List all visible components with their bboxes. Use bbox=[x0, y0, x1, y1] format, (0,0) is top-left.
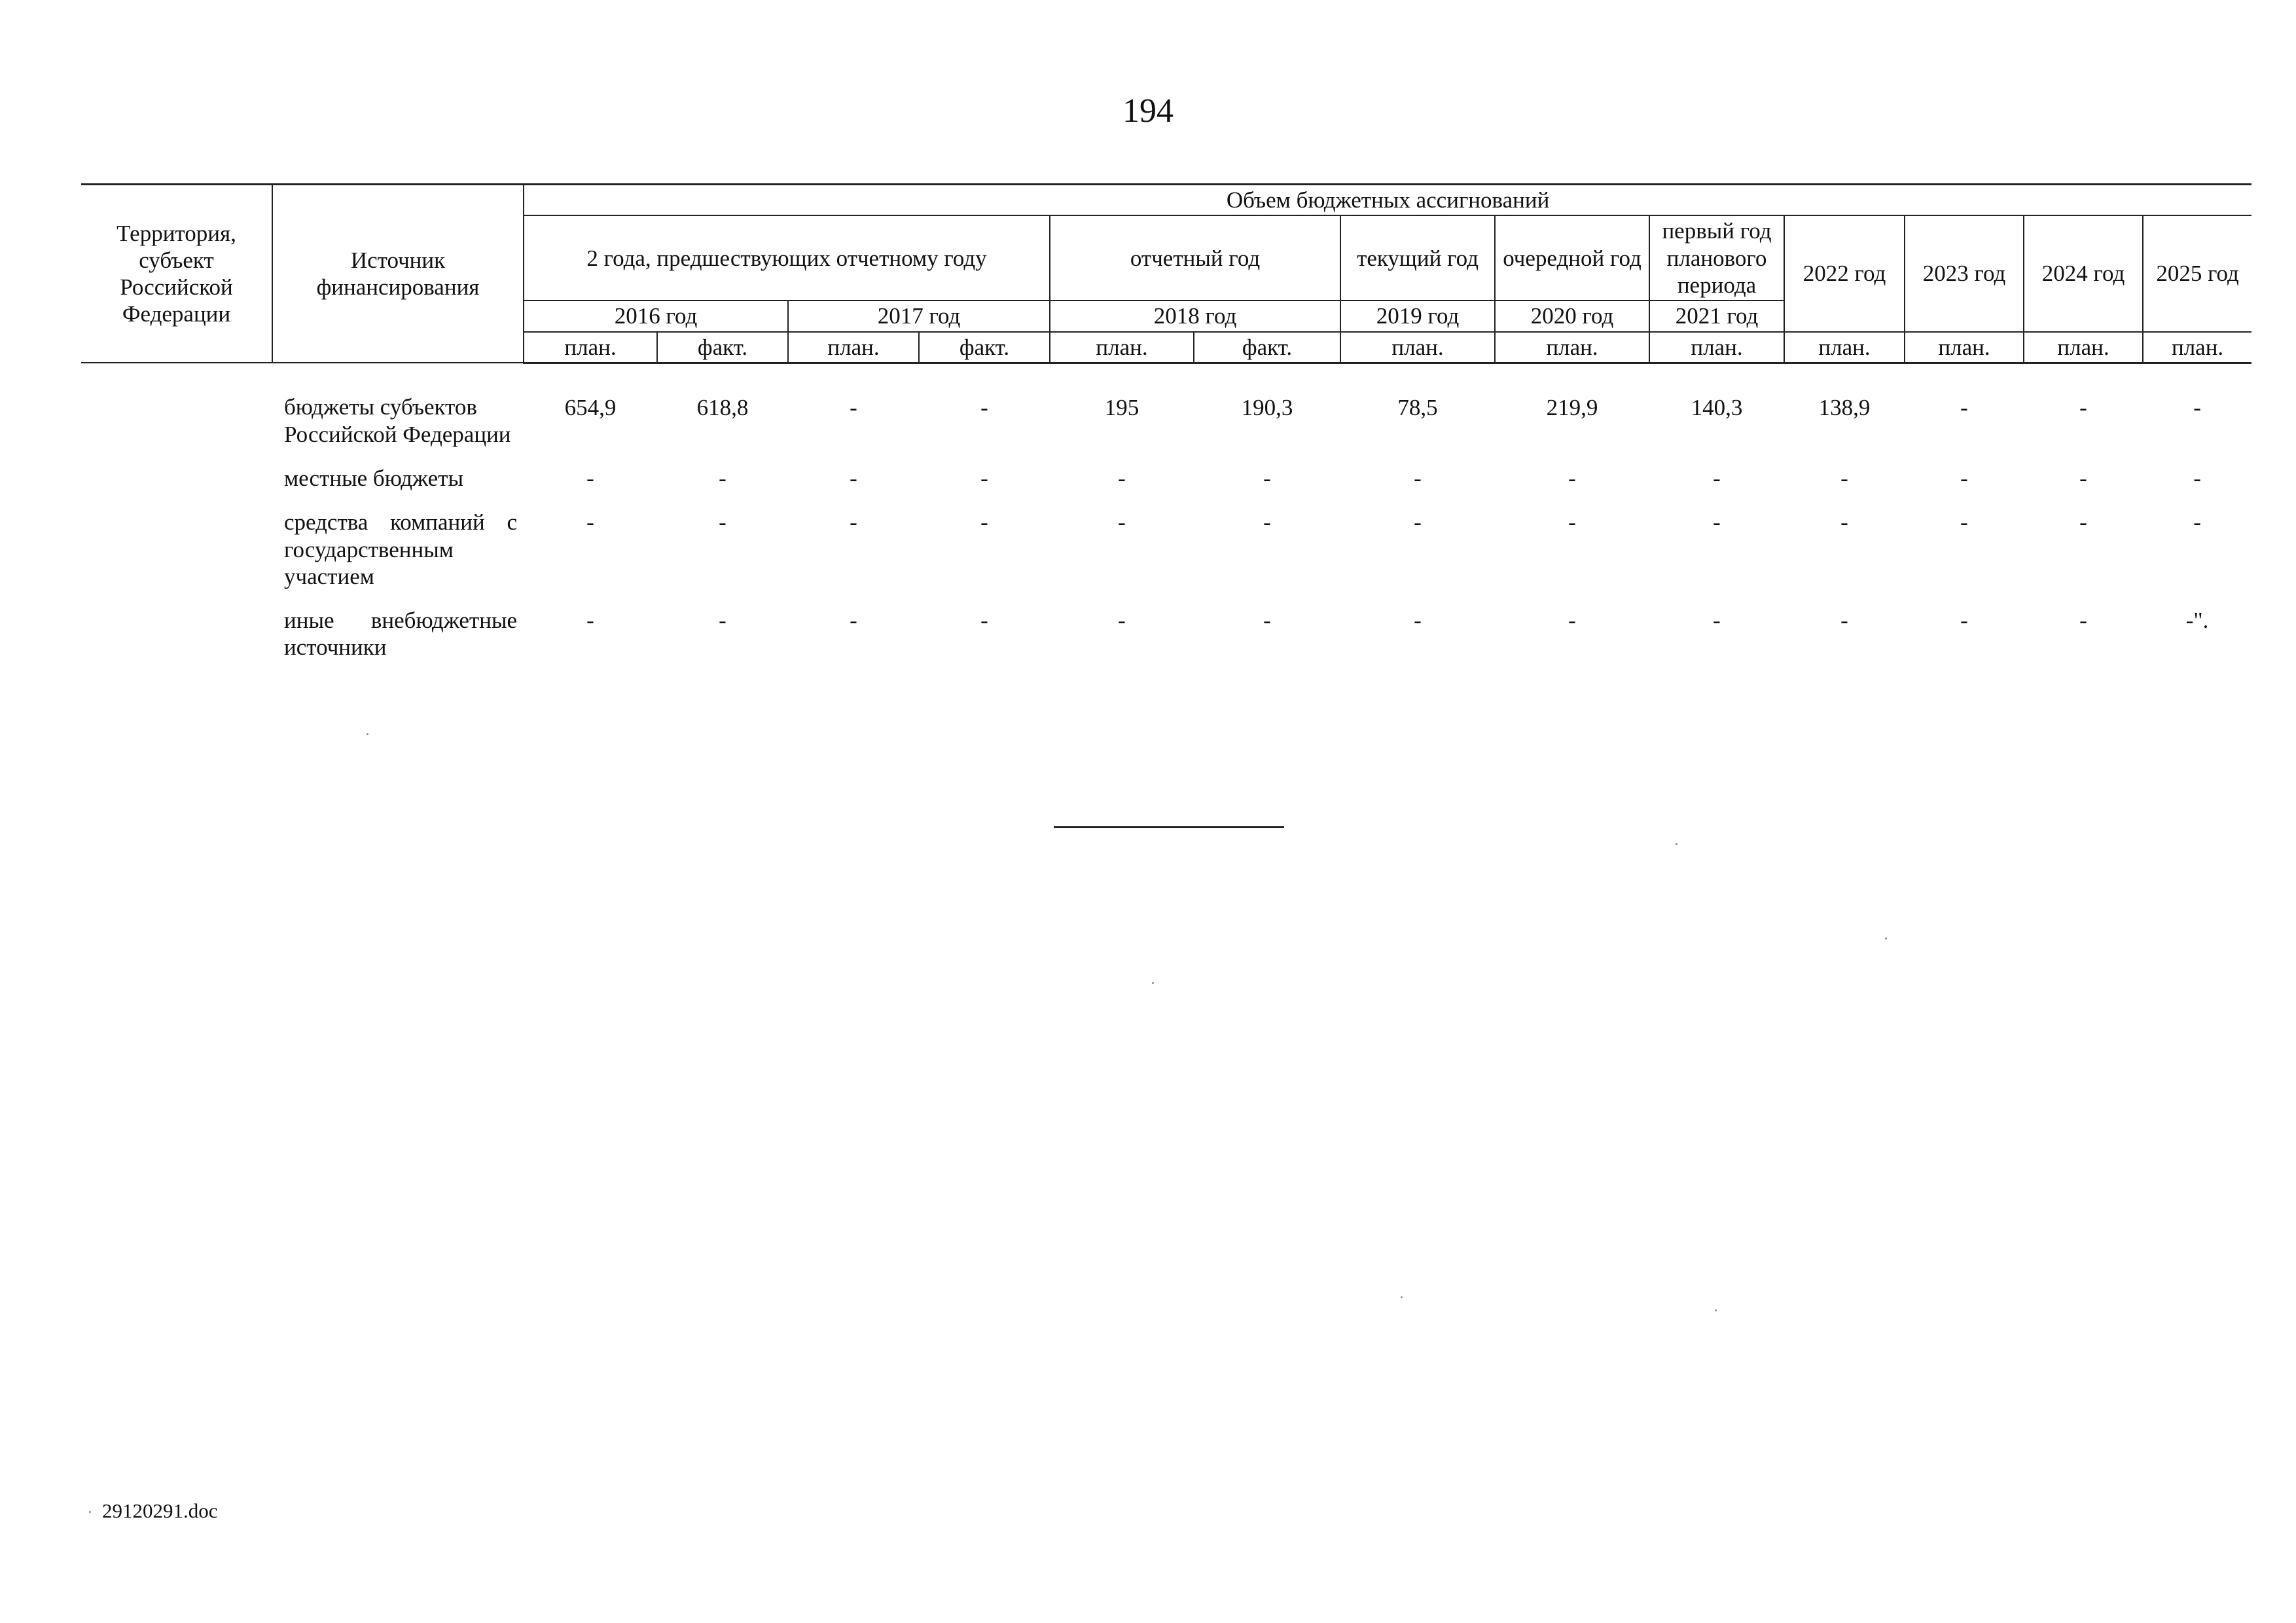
year-2016-header: 2016 год bbox=[524, 301, 788, 331]
plan-label: план. bbox=[1495, 332, 1649, 363]
value-cell: - bbox=[980, 465, 988, 491]
source-cell: бюджеты субъектов Российской Федерации bbox=[284, 394, 511, 447]
year-2018-header: 2018 год bbox=[1050, 301, 1340, 331]
value-cell: 78,5 bbox=[1397, 394, 1438, 420]
value-cell: - bbox=[2193, 465, 2201, 491]
value-cell: - bbox=[850, 608, 857, 634]
value-cell: 138,9 bbox=[1818, 394, 1871, 420]
year-2017-header: 2017 год bbox=[788, 301, 1050, 331]
value-cell: - bbox=[1840, 509, 1848, 536]
table-row bbox=[81, 363, 2251, 465]
value-cell: - bbox=[1960, 394, 1968, 420]
scan-speck bbox=[367, 733, 368, 735]
end-separator-line bbox=[1054, 826, 1284, 828]
value-cell: - bbox=[2079, 394, 2087, 420]
value-cell: - bbox=[2079, 509, 2087, 536]
value-cell: - bbox=[1713, 509, 1721, 536]
value-cell: - bbox=[1960, 509, 1968, 536]
table-row bbox=[81, 509, 2251, 607]
territory-cell bbox=[81, 509, 272, 607]
value-cell: - bbox=[1713, 465, 1721, 491]
year-2023-header: 2023 год bbox=[1905, 215, 2024, 331]
next-year-header: очередной год bbox=[1495, 215, 1649, 301]
table-row bbox=[81, 465, 2251, 509]
current-year-header: текущий год bbox=[1340, 215, 1495, 301]
value-cell: - bbox=[1118, 509, 1126, 536]
value-cell: - bbox=[850, 509, 857, 536]
value-cell: - bbox=[850, 465, 857, 491]
value-cell: - bbox=[1713, 608, 1721, 634]
plan-label: план. bbox=[524, 332, 657, 363]
year-2019-header: 2019 год bbox=[1340, 301, 1495, 331]
source-header: Источник финансирования bbox=[272, 185, 524, 363]
year-2020-header: 2020 год bbox=[1495, 301, 1649, 331]
value-cell: - bbox=[1568, 608, 1576, 634]
value-cell: - bbox=[1568, 465, 1576, 491]
file-name: 29120291.doc bbox=[102, 1499, 218, 1522]
value-cell: - bbox=[1840, 608, 1848, 634]
source-cell: местные бюджеты bbox=[284, 465, 463, 491]
scan-speck bbox=[89, 1511, 91, 1513]
value-cell: - bbox=[1263, 465, 1271, 491]
report-year-header: отчетный год bbox=[1050, 215, 1340, 301]
territory-cell bbox=[81, 607, 272, 678]
value-cell: - bbox=[2193, 509, 2201, 536]
scan-speck bbox=[1152, 982, 1154, 984]
value-cell: - bbox=[1960, 465, 1968, 491]
value-cell: 618,8 bbox=[696, 394, 749, 420]
year-2022-header: 2022 год bbox=[1784, 215, 1905, 331]
value-cell: - bbox=[980, 394, 988, 420]
plan-label: план. bbox=[2024, 332, 2143, 363]
value-cell: - bbox=[586, 465, 594, 491]
table-row bbox=[81, 607, 2251, 678]
plan-label: план. bbox=[1905, 332, 2024, 363]
fact-label: факт. bbox=[657, 332, 788, 363]
plan-label: план. bbox=[1784, 332, 1905, 363]
two-years-header: 2 года, предшествующих отчетному году bbox=[524, 215, 1050, 301]
fact-label: факт. bbox=[1194, 332, 1340, 363]
page-number: 194 bbox=[1122, 92, 1174, 130]
value-cell: - bbox=[719, 608, 726, 634]
value-cell: -". bbox=[2185, 608, 2209, 634]
value-cell: 654,9 bbox=[564, 394, 617, 420]
plan-label: план. bbox=[1340, 332, 1495, 363]
first-plan-year-header: первый год планового периода bbox=[1649, 215, 1784, 301]
value-cell: 190,3 bbox=[1241, 394, 1293, 420]
plan-label: план. bbox=[788, 332, 919, 363]
source-cell: иные внебюджетные источники bbox=[284, 608, 517, 661]
value-cell: 140,3 bbox=[1691, 394, 1743, 420]
table-body bbox=[81, 363, 2251, 678]
territory-cell bbox=[81, 465, 272, 509]
year-2025-header: 2025 год bbox=[2143, 215, 2251, 331]
value-cell: - bbox=[980, 509, 988, 536]
value-cell: - bbox=[1414, 608, 1422, 634]
plan-label: план. bbox=[2143, 332, 2251, 363]
value-cell: - bbox=[980, 608, 988, 634]
scan-speck bbox=[1401, 1296, 1403, 1298]
value-cell: - bbox=[2079, 465, 2087, 491]
value-cell: - bbox=[1263, 509, 1271, 536]
value-cell: - bbox=[586, 608, 594, 634]
table-header bbox=[81, 185, 2251, 363]
value-cell: 219,9 bbox=[1546, 394, 1598, 420]
value-cell: - bbox=[586, 509, 594, 536]
scan-speck bbox=[1885, 938, 1887, 939]
value-cell: - bbox=[1263, 608, 1271, 634]
year-2021-header: 2021 год bbox=[1649, 301, 1784, 331]
territory-header: Территория, субъект Российской Федерации bbox=[81, 185, 272, 363]
scan-speck bbox=[1676, 843, 1677, 845]
value-cell: - bbox=[2079, 608, 2087, 634]
value-cell: - bbox=[719, 465, 726, 491]
value-cell: - bbox=[719, 509, 726, 536]
volume-header: Объем бюджетных ассигнований bbox=[524, 185, 2251, 216]
source-cell: средства компаний с государственным участием bbox=[284, 509, 517, 589]
fact-label: факт. bbox=[919, 332, 1050, 363]
value-cell: - bbox=[2193, 394, 2201, 420]
value-cell: - bbox=[1840, 465, 1848, 491]
value-cell: - bbox=[1568, 509, 1576, 536]
territory-cell bbox=[81, 363, 272, 465]
value-cell: - bbox=[1118, 465, 1126, 491]
plan-label: план. bbox=[1649, 332, 1784, 363]
scan-speck bbox=[1715, 1309, 1717, 1311]
plan-label: план. bbox=[1050, 332, 1194, 363]
value-cell: - bbox=[1960, 608, 1968, 634]
year-2024-header: 2024 год bbox=[2024, 215, 2143, 331]
value-cell: - bbox=[1118, 608, 1126, 634]
budget-allocations-table bbox=[81, 183, 2251, 678]
value-cell: 195 bbox=[1104, 394, 1139, 420]
value-cell: - bbox=[850, 394, 857, 420]
value-cell: - bbox=[1414, 509, 1422, 536]
value-cell: - bbox=[1414, 465, 1422, 491]
